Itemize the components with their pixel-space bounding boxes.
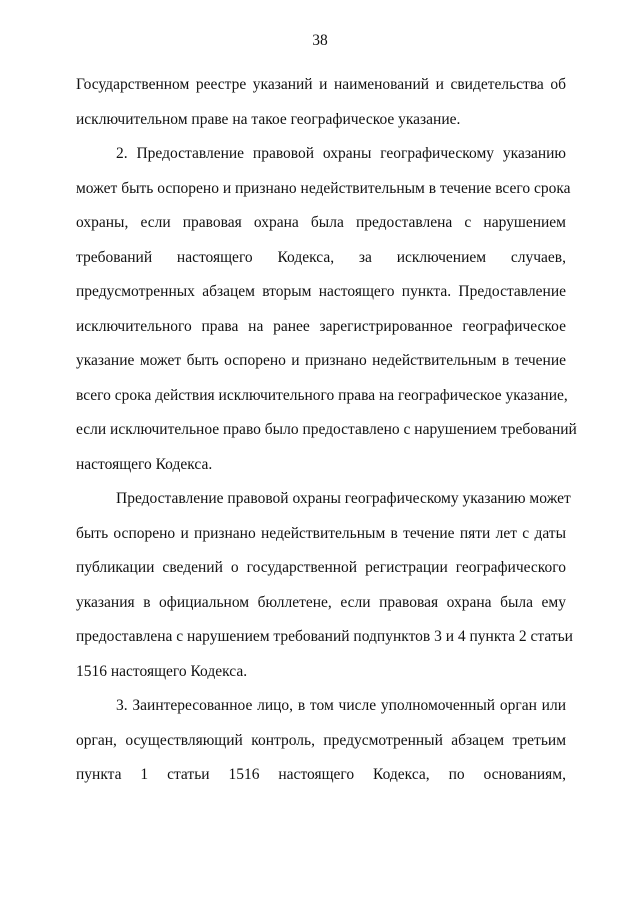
text-line: исключительного права на ранее зарегистрированное географическое (76, 317, 566, 335)
text-line: предоставлена с нарушением требований подпунктов 3 и 4 пункта 2 статьи (76, 628, 573, 645)
text-line: может быть оспорено и признано недействительным в течение всего срока (76, 179, 571, 197)
text-line: Предоставление правовой охраны географическому указанию может (116, 490, 571, 507)
text-line: исключительном праве на такое географическое указание. (76, 110, 461, 128)
text-line: требований настоящего Кодекса, за исключением случаев, (76, 248, 566, 266)
text-line: орган, осуществляющий контроль, предусмотренный абзацем третьим (76, 731, 566, 749)
text-line: охраны, если правовая охрана была предоставлена с нарушением (76, 214, 566, 231)
text-line: указание может быть оспорено и признано недействительным в течение (76, 352, 566, 369)
text-line: 1516 настоящего Кодекса. (76, 662, 248, 680)
text-line: 3. Заинтересованное лицо, в том числе уполномоченный орган или (116, 697, 566, 714)
text-line: настоящего Кодекса. (76, 455, 213, 473)
text-line: если исключительное право было предоставлено с нарушением требований (76, 421, 577, 438)
text-line: указания в официальном бюллетене, если правовая охрана была ему (76, 593, 566, 611)
document-body (76, 68, 577, 793)
text-line: предусмотренных абзацем вторым настоящего пункта. Предоставление (76, 283, 566, 300)
page-number: 38 (312, 32, 328, 49)
text-line: всего срока действия исключительного права на географическое указание, (76, 386, 568, 404)
text-line: публикации сведений о государственной регистрации географического (76, 559, 566, 576)
text-line: Государственном реестре указаний и наименований и свидетельства об (76, 76, 566, 93)
text-line: быть оспорено и признано недействительным в течение пяти лет с даты (76, 524, 566, 542)
text-line: пункта 1 статьи 1516 настоящего Кодекса, по основаниям, (76, 766, 566, 783)
text-line: 2. Предоставление правовой охраны географическому указанию (116, 145, 566, 162)
